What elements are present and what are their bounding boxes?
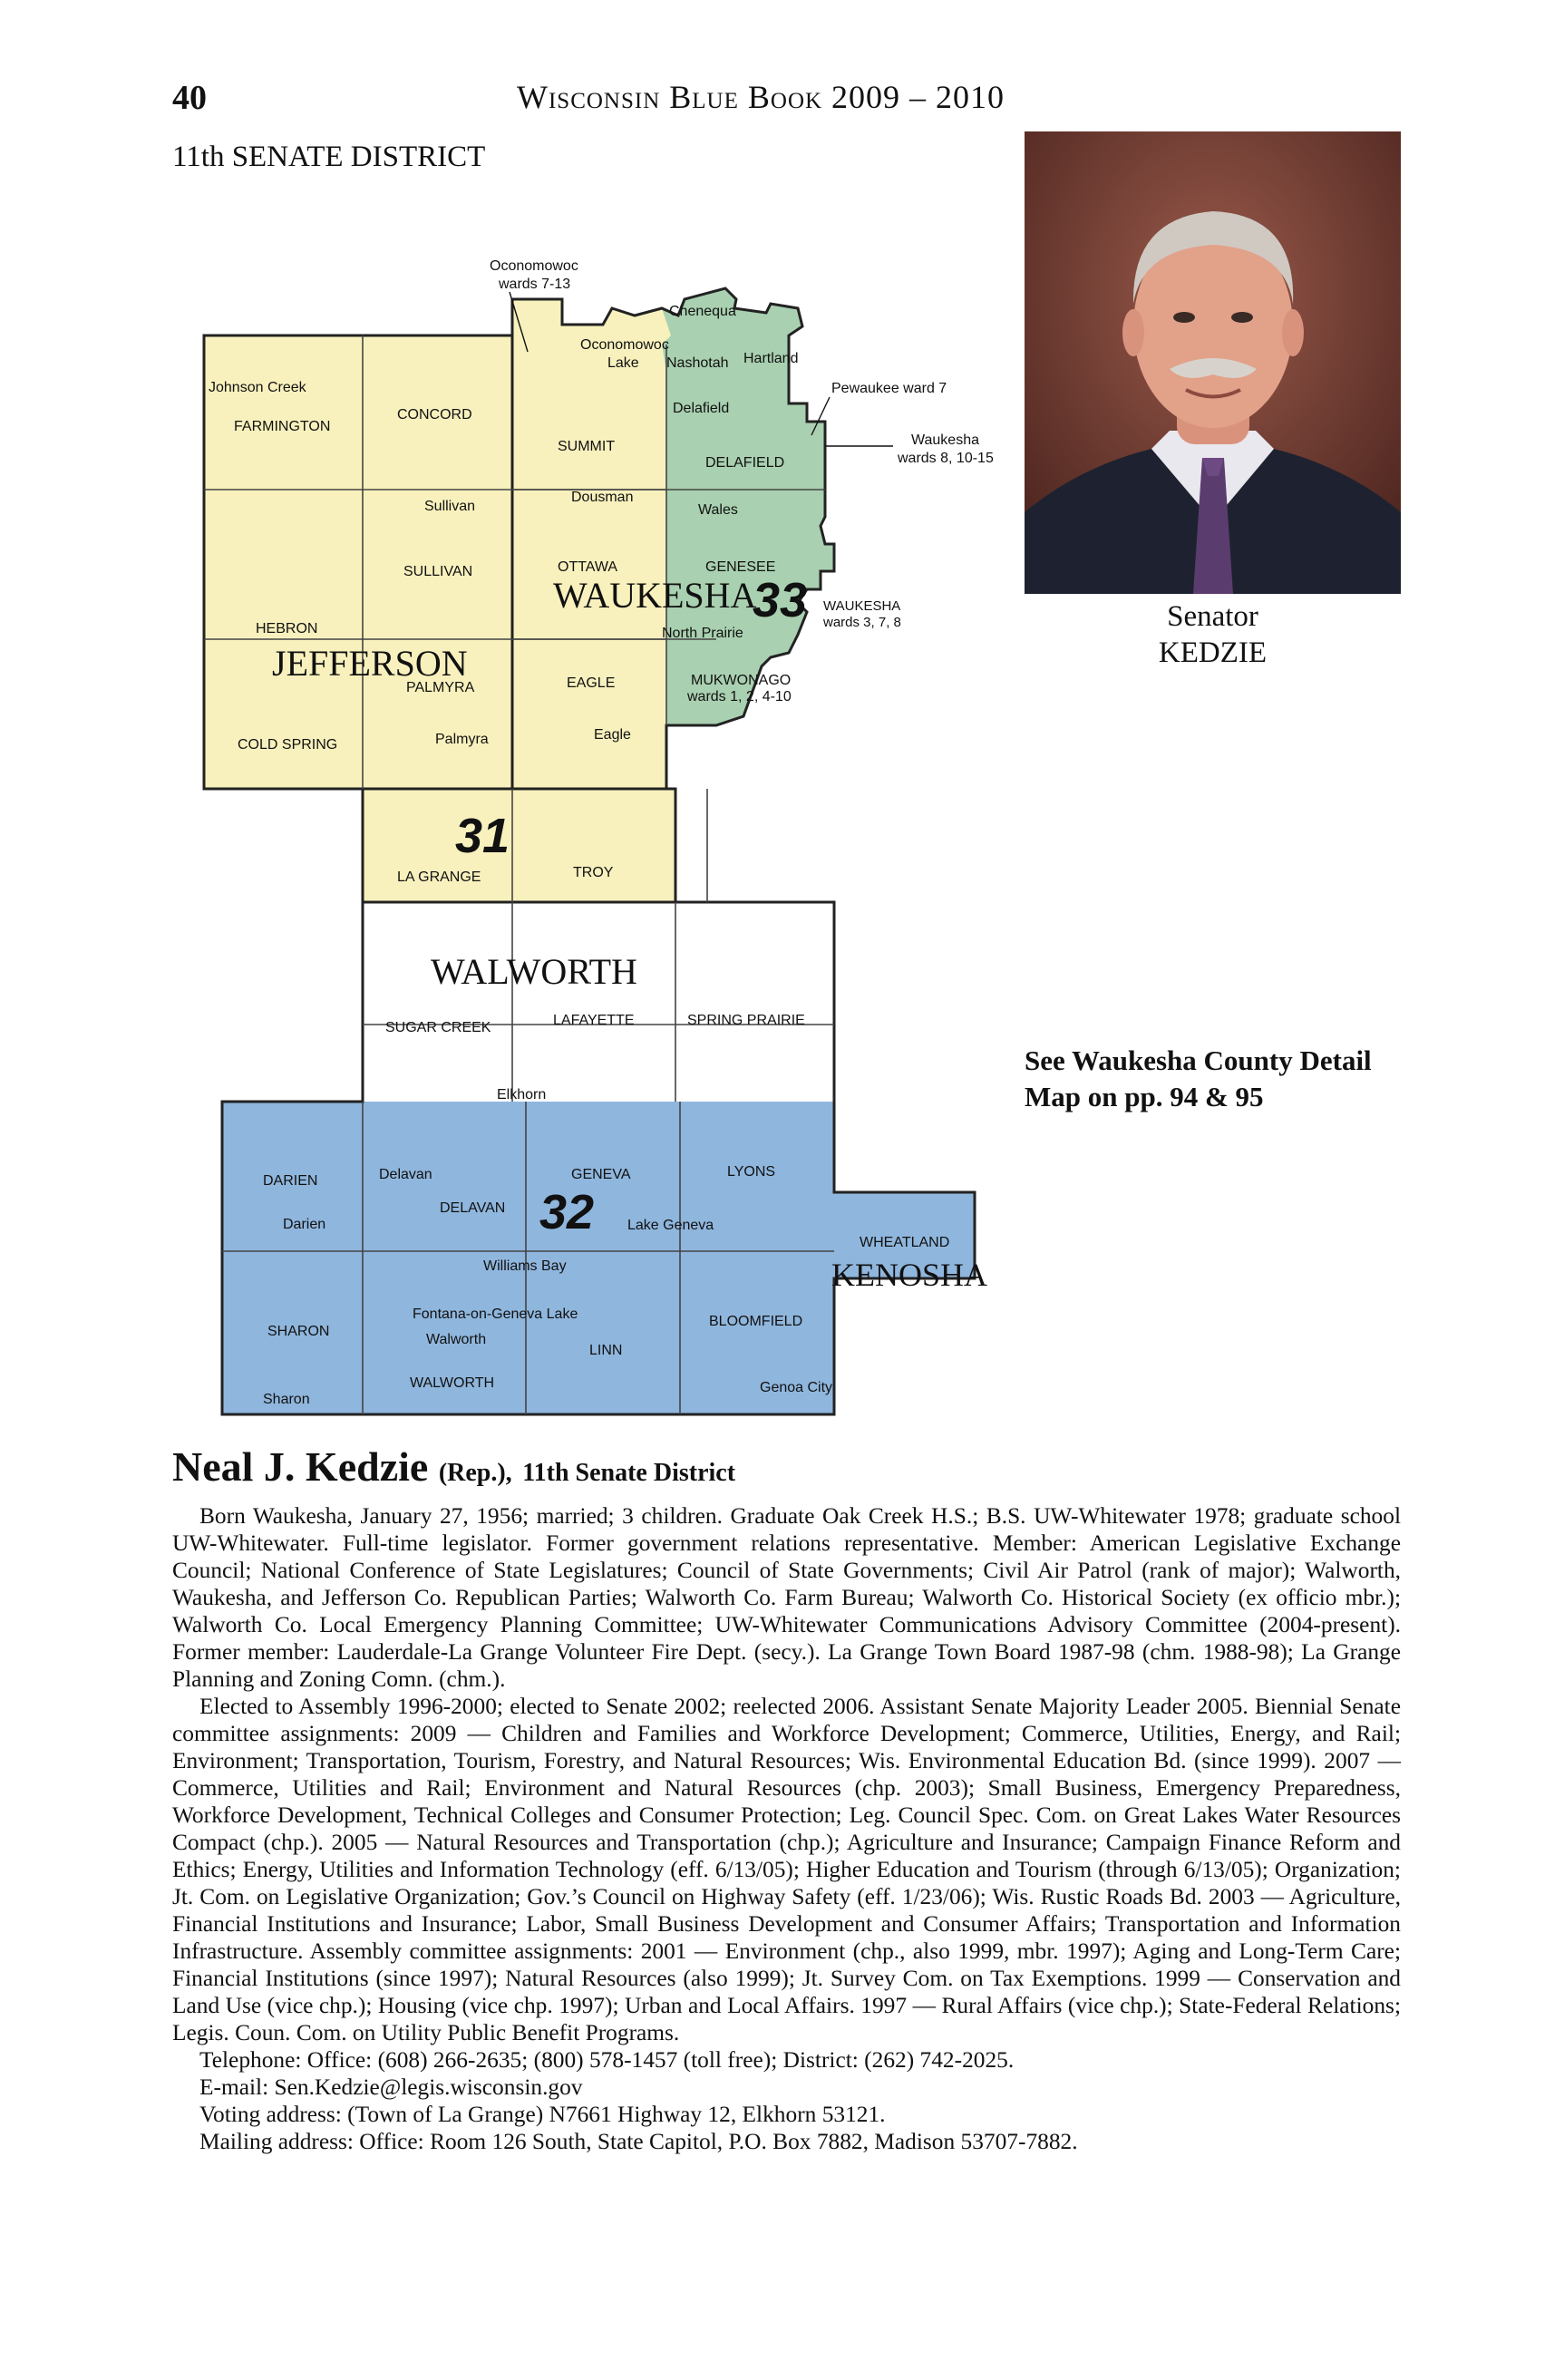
town-darien-city: Darien — [283, 1217, 326, 1232]
town-wales: Wales — [698, 502, 738, 518]
town-walworth-city: Walworth — [426, 1332, 487, 1347]
town-delafield-city: Delafield — [673, 401, 730, 416]
town-oconomowoc-wards-2: wards 7-13 — [499, 277, 571, 292]
town-oconomowoc-lake: Oconomowoc — [580, 337, 669, 353]
town-eagle: EAGLE — [567, 675, 616, 691]
town-la-grange: LA GRANGE — [397, 869, 481, 885]
page-number: 40 — [172, 79, 207, 117]
town-nashotah: Nashotah — [666, 355, 729, 371]
town-sugar-creek: SUGAR CREEK — [385, 1020, 491, 1035]
senator-party: (Rep.), — [438, 1459, 512, 1487]
town-north-prairie: North Prairie — [662, 626, 743, 641]
photo-caption-line1: Senator — [1167, 600, 1258, 633]
town-sharon-city: Sharon — [263, 1392, 310, 1407]
district-map — [172, 245, 1011, 1451]
county-label-waukesha: WAUKESHA — [553, 575, 757, 616]
photo-caption — [1029, 598, 1396, 671]
town-dousman: Dousman — [571, 490, 634, 505]
senator-portrait — [1025, 131, 1401, 594]
town-cold-spring: COLD SPRING — [238, 737, 338, 753]
bio-paragraph-2: Elected to Assembly 1996-2000; elected to Senate 2002; reelected 2006. Assistant Senate Majority Leader 2005. Biennial Senate committee assignments: 2009 — Children and Families and Workforce Development; Commerce, Utilities, Energy, and Rail; Environment; Transportation, Tourism, Forestry, and Natural Resources; Wis. Environmental Education Bd. (since 1999). 2007 — Commerce, Utilities and Rail; Environment and Natural Resources (chp. 2003); Small Business, Emergency Preparedness, Workforce Development, Technical Colleges and Consumer Protection; Leg. Council Spec. Com. on Great Lakes Water Resources Compact (chp.). 2005 — Natural Resources and Transportation (chp.); Agriculture and Insurance; Campaign Finance Reform and Ethics; Energy, Utilities and Information Technology (eff. 6/13/05); Higher Education and Tourism (through 6/13/05); Organization; Jt. Com. on Legislative Organization; Gov.’s Council on Highway Safety (eff. 1/23/06); Wis. Rustic Roads Bd. 2003 — Agriculture, Financial Institutions and Insurance; Labor, Small Business Development and Consumer Affairs; Transportation and Information Infrastructure. Assembly committee assignments: 2001 — Environment (chp., also 1999, mbr. 1997); Aging and Long-Term Care; Financial Institutions (since 1997); Natural Resources (also 1999); Jt. Survey Com. on Tax Exemptions. 1999 — Conservation and Land Use (vice chp.); Housing (vice chp. 1997); Urban and Local Affairs. 1997 — Rural Affairs (vice chp.); State-Federal Relations; Legis. Coun. Com. on Utility Public Benefit Programs. — [172, 1694, 1401, 2045]
town-johnson-creek: Johnson Creek — [209, 380, 306, 395]
town-wheatland: WHEATLAND — [860, 1235, 950, 1250]
town-sharon: SHARON — [267, 1324, 330, 1339]
photo-caption-line2: KEDZIE — [1158, 636, 1268, 669]
district-number-33: 33 — [753, 573, 808, 627]
town-eagle-city: Eagle — [594, 727, 631, 743]
town-farmington: FARMINGTON — [234, 419, 331, 434]
town-lyons: LYONS — [727, 1164, 776, 1180]
town-genoa-city: Genoa City — [760, 1380, 833, 1395]
county-label-jefferson: JEFFERSON — [272, 643, 468, 684]
biography — [172, 1442, 1401, 2155]
town-mukwonago: MUKWONAGO — [691, 673, 792, 688]
bio-mailing-address: Mailing address: Office: Room 126 South, State Capitol, P.O. Box 7882, Madison 53707-7882. — [199, 2129, 1078, 2154]
town-sullivan-city: Sullivan — [424, 499, 476, 514]
town-waukesha-wards: Waukesha — [911, 432, 979, 448]
town-delafield: DELAFIELD — [705, 455, 785, 471]
town-palmyra-city: Palmyra — [435, 732, 489, 747]
town-genesee: GENESEE — [705, 559, 776, 575]
bio-email: E-mail: Sen.Kedzie@legis.wisconsin.gov — [199, 2074, 583, 2100]
portrait-image — [1025, 131, 1401, 594]
book-title: Wisconsin Blue Book 2009 – 2010 — [517, 79, 1005, 115]
bio-voting-address: Voting address: (Town of La Grange) N7661 Highway 12, Elkhorn 53121. — [199, 2102, 886, 2127]
town-lake-geneva: Lake Geneva — [627, 1218, 714, 1233]
district-title: 11th SENATE DISTRICT — [172, 141, 486, 173]
town-waukesha-wards-2: wards 8, 10-15 — [898, 451, 994, 466]
town-waukesha-town-2: wards 3, 7, 8 — [823, 615, 901, 630]
see-detail-line2: Map on pp. 94 & 95 — [1025, 1081, 1264, 1112]
town-walworth-town: WALWORTH — [410, 1375, 495, 1391]
town-hebron: HEBRON — [256, 621, 318, 636]
town-oconomowoc-wards: Oconomowoc — [490, 258, 578, 274]
town-troy: TROY — [573, 865, 614, 880]
town-geneva: GENEVA — [571, 1167, 631, 1182]
town-williams-bay: Williams Bay — [483, 1258, 567, 1274]
town-darien: DARIEN — [263, 1173, 318, 1189]
town-concord: CONCORD — [397, 407, 472, 423]
town-oconomowoc-lake-2: Lake — [607, 355, 639, 371]
see-detail-line1: See Waukesha County Detail — [1025, 1044, 1372, 1076]
town-delavan-city: Delavan — [379, 1167, 432, 1182]
town-delavan: DELAVAN — [440, 1200, 506, 1216]
town-sullivan: SULLIVAN — [403, 564, 473, 579]
town-chenequa: Chenequa — [669, 304, 736, 319]
county-label-kenosha: KENOSHA — [831, 1257, 988, 1293]
town-ottawa: OTTAWA — [558, 559, 618, 575]
town-hartland: Hartland — [743, 351, 799, 366]
town-mukwonago-2: wards 1, 2, 4-10 — [687, 689, 792, 704]
town-palmyra: PALMYRA — [406, 680, 475, 695]
town-lafayette: LAFAYETTE — [553, 1013, 635, 1028]
senator-district: 11th Senate District — [522, 1459, 736, 1487]
town-elkhorn: Elkhorn — [497, 1087, 547, 1103]
town-bloomfield: BLOOMFIELD — [709, 1314, 803, 1329]
town-fontana: Fontana-on-Geneva Lake — [413, 1307, 578, 1322]
district-number-32: 32 — [539, 1185, 595, 1239]
district-map-svg — [172, 245, 1011, 1451]
town-spring-prairie: SPRING PRAIRIE — [687, 1013, 805, 1028]
town-pewaukee: Pewaukee ward 7 — [831, 381, 947, 396]
town-summit: SUMMIT — [558, 439, 616, 454]
bio-paragraph-1: Born Waukesha, January 27, 1956; married; 3 children. Graduate Oak Creek H.S.; B.S. UW-Whitewater 1978; graduate school UW-Whitewater. Full-time legislator. Former government relations representative. Member: American Legislative Exchange Council; National Conference of State Legislatures; Council of State Governments; Civil Air Patrol (rank of major); Walworth, Waukesha, and Jefferson Co. Republican Parties; Walworth Co. Farm Bureau; Walworth Co. Historical Society (ex officio mbr.); Walworth Co. Local Emergency Planning Committee; UW-Whitewater Communications Advisory Committee (2004-present). Former member: Lauderdale-La Grange Volunteer Fire Dept. (secy.). La Grange Town Board 1987-98 (chm. 1988-98); La Grange Planning and Zoning Comn. (chm.). — [172, 1503, 1401, 1692]
town-waukesha-town: WAUKESHA — [823, 598, 901, 614]
senator-name: Neal J. Kedzie — [172, 1443, 429, 1490]
bio-telephone: Telephone: Office: (608) 266-2635; (800) 578-1457 (toll free); District: (262) 742-2025. — [199, 2047, 1015, 2073]
town-linn: LINN — [589, 1343, 623, 1358]
see-detail-note — [1025, 1043, 1414, 1115]
county-label-walworth: WALWORTH — [431, 951, 637, 992]
senator-name-line — [172, 1442, 1401, 1499]
district-number-31: 31 — [455, 809, 510, 863]
